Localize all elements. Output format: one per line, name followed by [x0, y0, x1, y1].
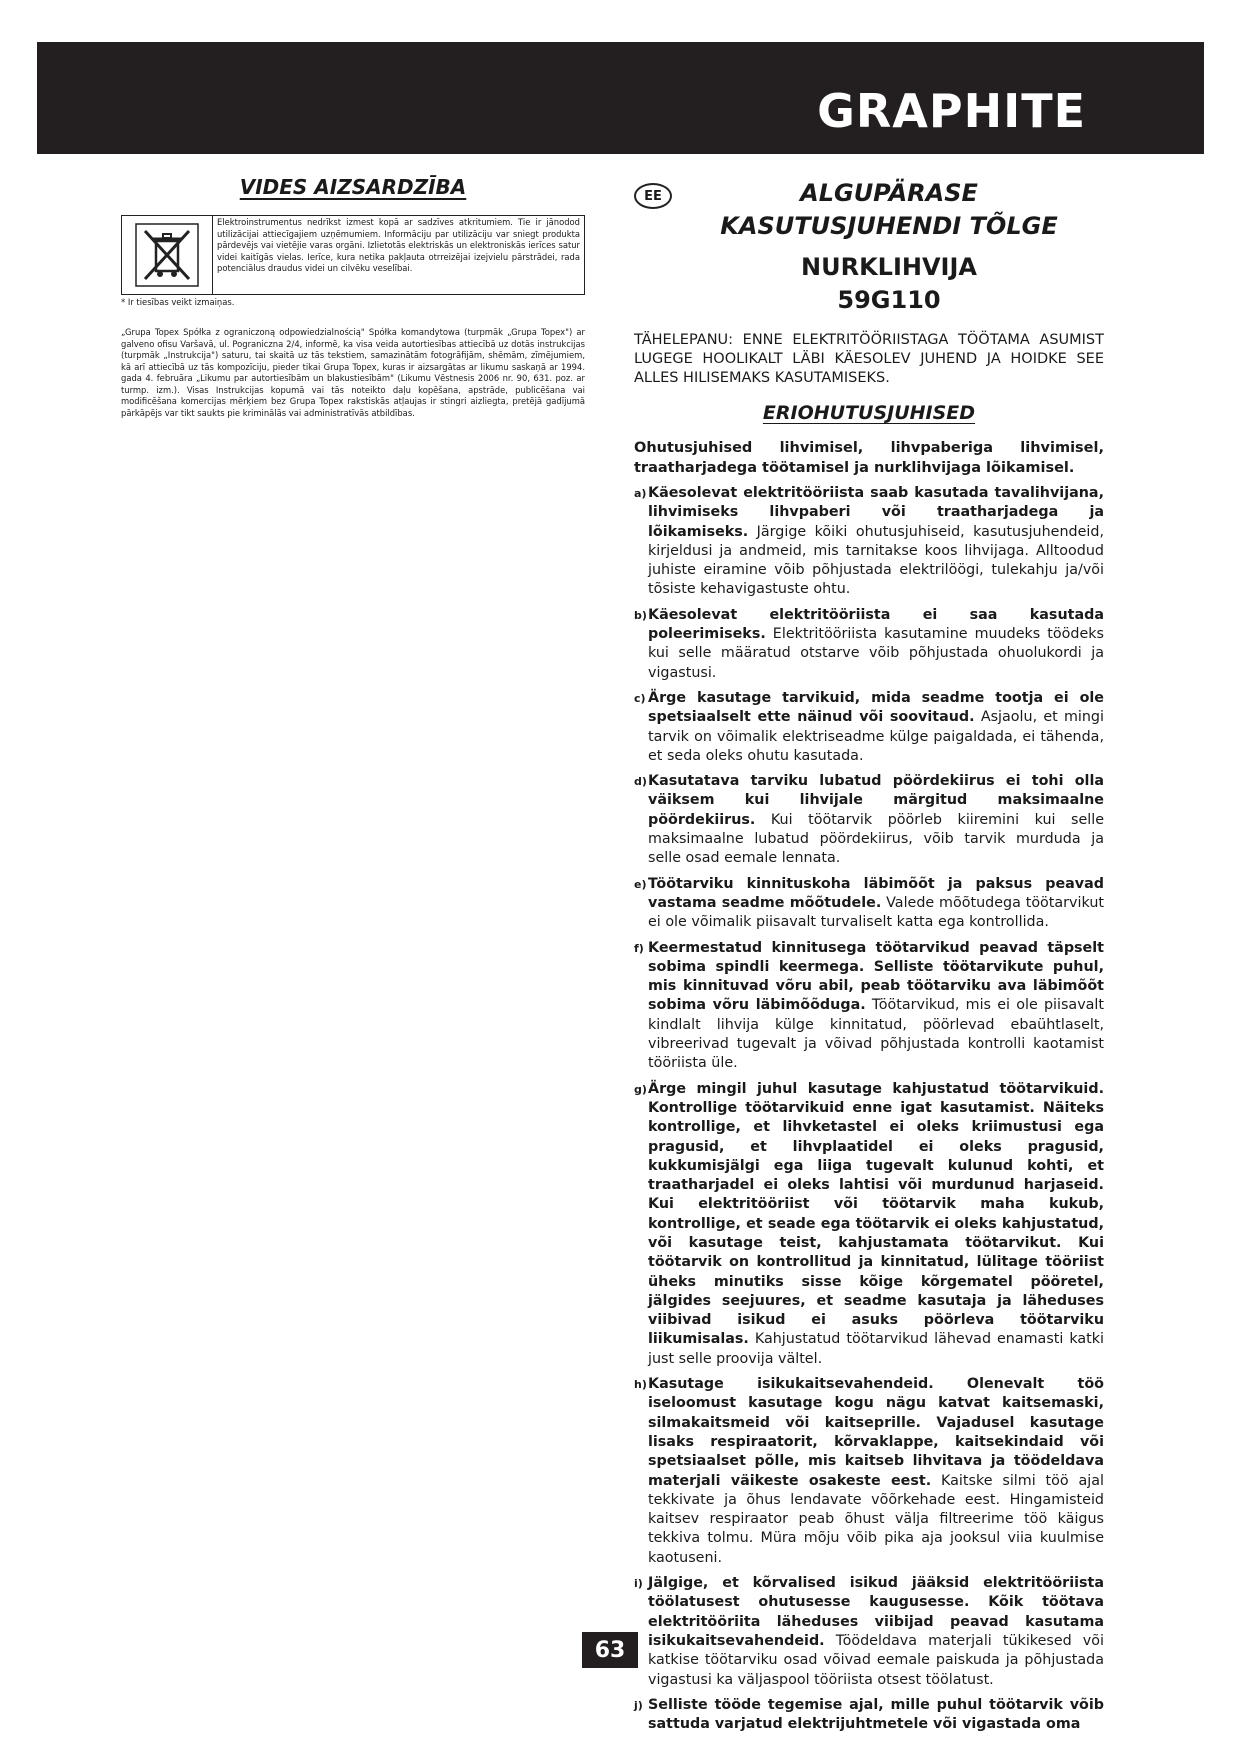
- list-item-text: Kaitske silmi töö ajal tekkivate ja õhus lendavate võõrkehade eest. Hingamisteid kaitsev respiraator peab õhust välja filtreerime töö käigus tekkiva tolmu. Müra mõju võib pika aja jooksul viia kuulmise kaotuseni.: [648, 1472, 1104, 1566]
- list-item-bold: Keermestatud kinnitusega töötarvikud peavad täpselt sobima spindli keermega. Selliste töötarvikute puhul, mis kinnituvad võru abil, peab töötarviku ava läbimõõt sobima võru läbimõõduga.: [648, 939, 1104, 1014]
- list-item-letter: i): [634, 1577, 643, 1591]
- list-item-text: Valede mõõtudega töötarvikut ei ole võimalik piisavalt turvaliselt katta ega kontrollida.: [648, 894, 1104, 931]
- list-item-bold: Jälgige, et kõrvalised isikud jääksid elektritööriista töölatusest ohutusesse kaugusesse. Kõik töötava elektritööriita läheduses viibijad peavad kasutama isikukaitsevahendeid.: [648, 1575, 1104, 1649]
- list-item-letter: g): [634, 1082, 647, 1096]
- list-item-bold: Käesolevat elektritööriista ei saa kasutada poleerimiseks.: [648, 606, 1104, 643]
- product-heading: [674, 251, 1104, 317]
- page-number: 63: [582, 1632, 638, 1668]
- safety-section-title: ERIOHUTUSJUHISED: [762, 402, 976, 424]
- list-item-bold: Käesolevat elektritööriista saab kasutada tavalihvijana, lihvimiseks lihvpaberi või traatharjadega ja lõikamiseks.: [648, 485, 1104, 540]
- list-item-bold: Kasutage isikukaitsevahendeid. Olenevalt töö iseloomust kasutage kogu nägu katvat kaitsemaski, silmakaitsmeid või kaitseprille. Vajadusel kasutage lisaks respiraatorit, kõrvaklappe, kaitsekindaid või spetsiaalset põlle, mis kaitseb lihvitava ja töödeldava materjali väikeste osakeste eest.: [648, 1376, 1104, 1489]
- list-item-body: [648, 1696, 1104, 1735]
- manual-title-line2: KASUTUSJUHENDI TÕLGE: [720, 212, 1058, 240]
- right-column: [634, 175, 1104, 1734]
- list-item-body: [648, 875, 1104, 933]
- list-item-bold: Kasutatava tarviku lubatud pöördekiirus ei tohi olla väiksem kui lihvijale märgitud maksimaalne pöördekiirus.: [648, 773, 1104, 828]
- list-item: [634, 484, 1104, 600]
- product-name: NURKLIHVIJA: [801, 253, 977, 281]
- list-item-letter: a): [634, 487, 647, 500]
- list-item-bold: Ärge kasutage tarvikuid, mida seadme tootja ei ole spetsiaalselt ette näinud või soovitaud.: [648, 689, 1104, 726]
- list-item-body: [648, 689, 1104, 766]
- list-item-body: [648, 484, 1104, 600]
- list-item: [634, 1375, 1104, 1568]
- list-item-body: [648, 772, 1104, 868]
- list-item-text: Töödeldava materjali tükikesed või katkise töötarviku osad võivad eemale paiskuda ja põhjustada vigastusi ka väljaspool tööriista otsest töölatust.: [648, 1632, 1104, 1688]
- manual-title: [674, 177, 1104, 243]
- list-item-letter: c): [634, 691, 646, 705]
- list-item-bold: Selliste tööde tegemise ajal, mille puhul töötarvik võib sattuda varjatud elektrijuhtmetele või vigastada oma: [648, 1696, 1104, 1733]
- list-item: [634, 606, 1104, 683]
- warning-text: TÄHELEPANU: ENNE ELEKTRITÖÖRIISTAGA TÖÖTAMA ASUMIST LUGEGE HOOLIKALT LÄBI KÄESOLEV JUHEND JA HOIDKE SEE ALLES HILISEMAKS KASUTAMISEKS.: [634, 332, 1104, 386]
- safety-list: [634, 484, 1104, 1734]
- list-item-body: [648, 1375, 1104, 1568]
- crossed-bin-icon: [122, 216, 213, 294]
- list-item-text: Kui töötarvik pöörleb kiiremini kui selle maksimaalne lubatud pöördekiirus, võib tarvik murduda ja selle osad eemale lennata.: [648, 811, 1104, 867]
- list-item-text: Kahjustatud töötarvikud lähevad enamasti katki just selle proovija vältel.: [648, 1331, 1104, 1367]
- list-item-bold: Ärge mingil juhul kasutage kahjustatud töötarvikuid. Kontrollige töötarvikuid enne igat kasutamist. Näiteks kontrollige, et lihvketastel ei oleks kriimustusi ega pragusid, et lihvplaatidel ei oleks pragusid, kukkumisjälgi ega liiga tugevalt kulunud kohti, et traatharjadel ei oleks lahtisi või murdunud harjaseid. Kui elektritööriist või töötarvik maha kukub, kontrollige, et seade ega töötarvik ei oleks kahjustatud, või kasutage teist, kahjustamata töötarvikut. Kui töötarvik on kontrollitud ja kinnitatud, lülitage tööriist üheks minutiks sisse kõige kõrgematel pööretel, jälgides seejuures, et seadme kasutaja ja läheduses viibivad isikud ei asuks pöörleva töötarviku liikumisalas.: [648, 1080, 1104, 1348]
- list-item-body: [648, 1080, 1104, 1369]
- list-item-body: [648, 606, 1104, 683]
- weee-notice-box: [121, 215, 585, 295]
- list-item-bold: Töötarviku kinnituskoha läbimõõt ja paksus peavad vastama seadme mõõtudele.: [648, 875, 1104, 911]
- list-item-body: [648, 1574, 1104, 1690]
- list-item-text: Töötarvikud, mis ei ole piisavalt kindlalt lihvija külge kinnitatud, pöörlevad ebaühtlaselt, vibreerivad tugevalt ja võivad põhjustada kontrolli kaotamist tööriista üle.: [648, 997, 1104, 1072]
- list-item: [634, 1696, 1104, 1735]
- list-item-letter: e): [634, 877, 647, 891]
- list-item: [634, 1080, 1104, 1369]
- product-code: 59G110: [837, 286, 941, 314]
- list-item: [634, 772, 1104, 868]
- copyright-notice: „Grupa Topex Spółka z ograniczoną odpowiedzialnością" Spółka komandytowa (turpmāk „Grupa Topex") ar galveno ofisu Varšavā, ul. Pograniczna 2/4, informē, ka visa veida autortiesības attiecībā uz dotās instrukcijas (turpmāk „Instrukcija") saturu, tai skaitā uz tās tekstiem, samazinātām fotogrāfijām, shēmām, zīmējumiem, kā arī attiecībā uz tās kompozīciju, pieder tikai Grupa Topex, kuras ir aizsargātas ar likumu saskaņā ar 1994. gada 4. februāra „Likumu par autortiesībām un blakustiesībām" (Likumu Vēstnesis 2006 nr. 90, 631. poz. ar turmp. izm.). Visas Instrukcijas kopumā vai tās noteikto daļu kopēšana, apstrāde, publicēšana vai modificēšana komercijas mērķiem bez Grupa Topex rakstiskās atļaujas ir stingri aizliegta, pretējā gadījumā pārkāpējs var tikt saukts pie kriminālās vai administratīvās atbildības.: [121, 327, 585, 418]
- footnote: * Ir tiesības veikt izmaiņas.: [121, 297, 235, 307]
- list-item-letter: d): [634, 775, 647, 789]
- list-item-letter: h): [634, 1378, 647, 1392]
- left-column: [121, 175, 585, 419]
- list-item: [634, 689, 1104, 766]
- list-item-text: Järgige kõiki ohutusjuhiseid, kasutusjuhendeid, kirjeldusi ja andmeid, mis tarnitakse koos lihvijaga. Alltoodud juhiste eiramine võib põhjustada elektrilöögi, tulekahju ja/või tõsiste kehavigastuste ohtu.: [648, 523, 1104, 598]
- list-item: [634, 1574, 1104, 1690]
- list-item-letter: j): [634, 1698, 643, 1712]
- page-header: [37, 42, 1204, 154]
- language-badge: EE: [634, 183, 672, 209]
- safety-intro: Ohutusjuhised lihvimisel, lihvpaberiga lihvimisel, traatharjadega töötamisel ja nurklihvijaga lõikamisel.: [634, 440, 1104, 476]
- weee-text: Elektroinstrumentus nedrīkst izmest kopā ar sadzīves atkritumiem. Tie ir jānodod utilizācijai attiecīgajiem uzņēmumiem. Informāciju par utilizāciju var sniegt produkta pārdevējs vai vietējie varas orgāni. Izlietotās elektriskās un elektroniskās ierīces satur videi kaitīgās vielas. Ierīce, kura netika pakļauta otrreizējai izejvielu pārstrādei, rada potenciālus draudus videi un cilvēku veselībai.: [217, 217, 580, 273]
- manual-title-line1: ALGUPÄRASE: [800, 179, 978, 207]
- environment-section-title: VIDES AIZSARDZĪBA: [239, 175, 467, 199]
- list-item-text: Asjaolu, et mingi tarvik on võimalik elektriseadme külge paigaldada, ei tähenda, et seda oleks ohutu kasutada.: [648, 709, 1104, 764]
- list-item: [634, 875, 1104, 933]
- list-item-body: [648, 939, 1104, 1074]
- list-item: [634, 939, 1104, 1074]
- list-item-letter: b): [634, 608, 647, 622]
- list-item-text: Elektritööriista kasutamine muudeks töödeks kui selle määratud otstarve võib põhjustada ohuolukordi ja vigastusi.: [648, 626, 1104, 681]
- list-item-letter: f): [634, 941, 644, 955]
- brand-logo: GRAPHITE: [817, 84, 1086, 138]
